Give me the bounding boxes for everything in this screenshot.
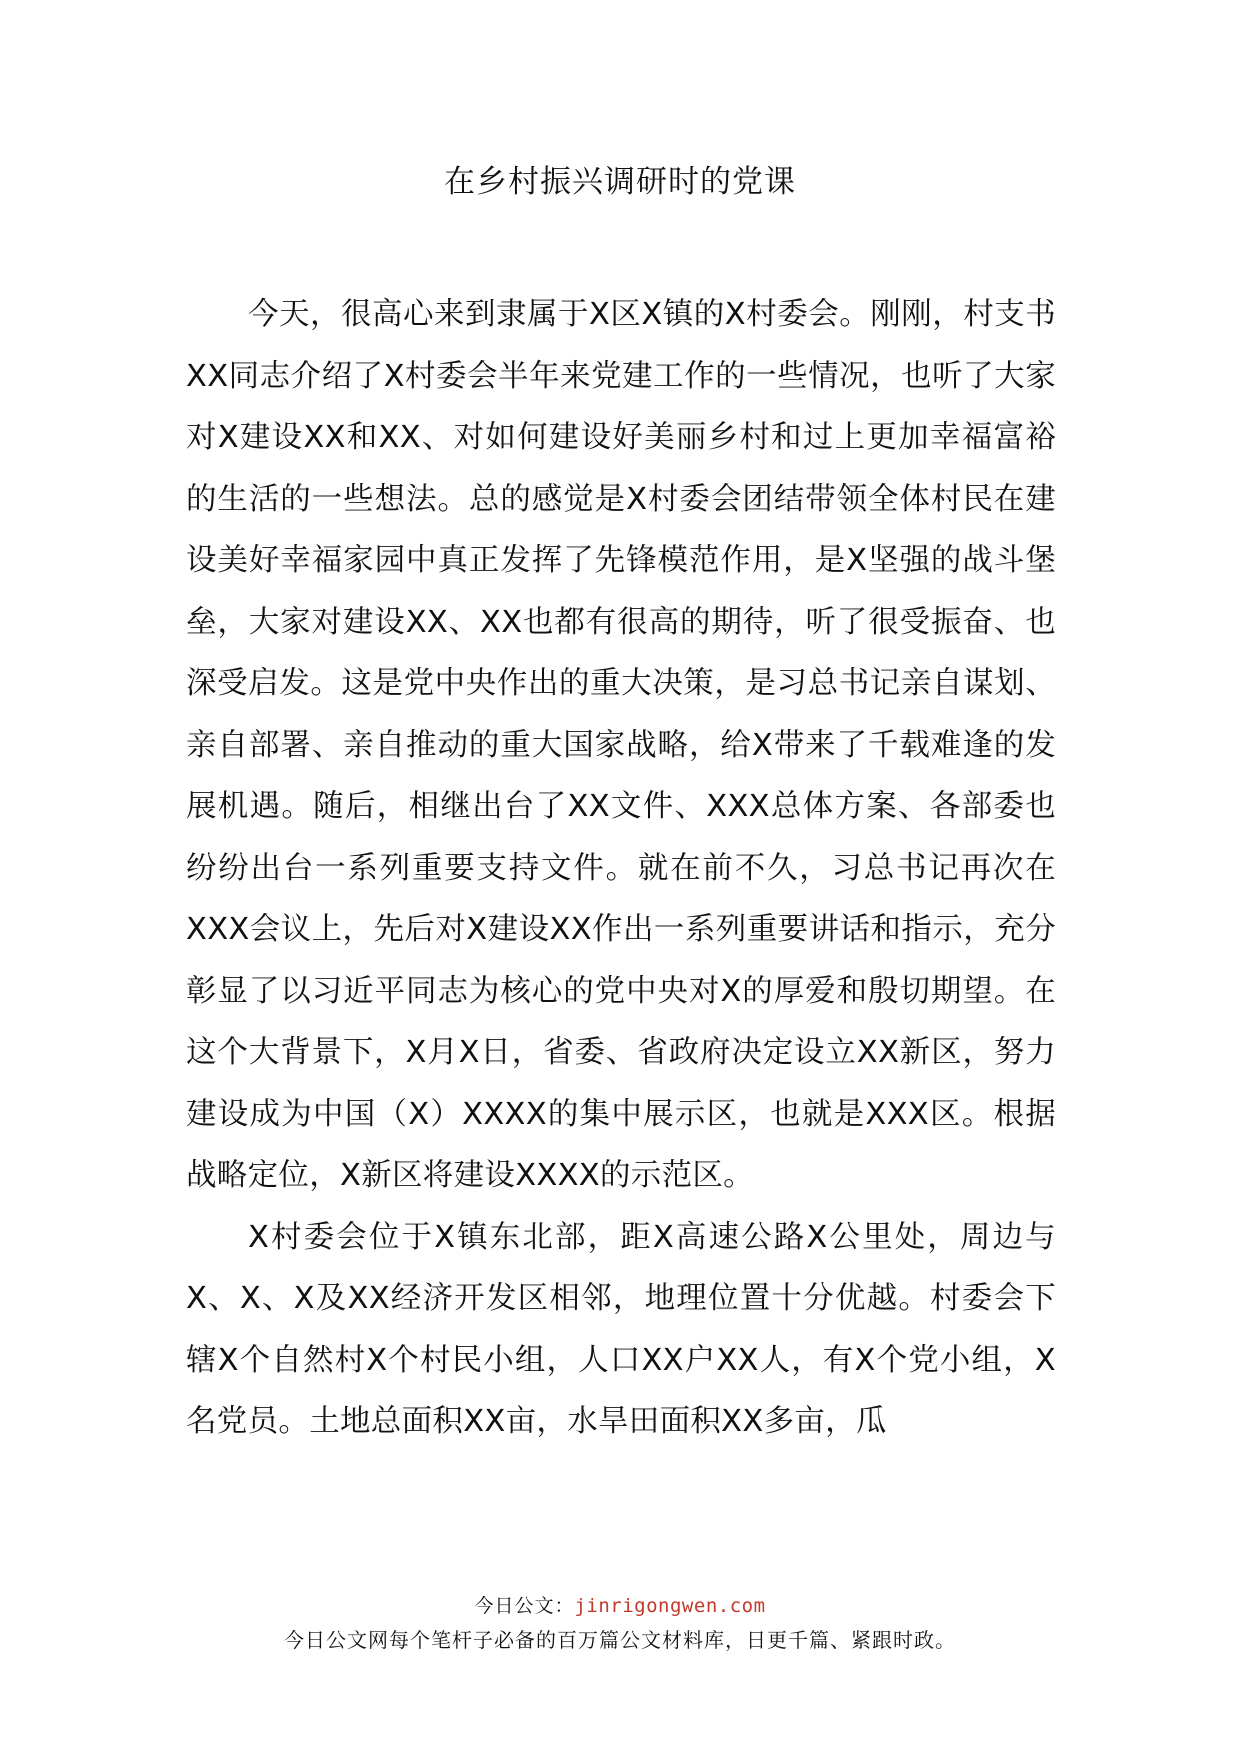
document-title: 在乡村振兴调研时的党课 bbox=[444, 164, 796, 200]
body-paragraph-1: 今天，很高心来到隶属于X区X镇的X村委会。刚刚，村支书XX同志介绍了X村委会半年来党建工作的一些情况，也听了大家对X建设XX和XX、对如何建设好美丽乡村和过上更加幸福富裕的生活的一些想法。总的感觉是X村委会团结带领全体村民在建设美好幸福家园中真正发挥了先锋模范作用，是X坚强的战斗堡垒，大家对建设XX、XX也都有很高的期待，听了很受振奋、也深受启发。这是党中央作出的重大决策，是习总书记亲自谋划、亲自部署、亲自推动的重大国家战略，给X带来了千载难逢的发展机遇。随后，相继出台了XX文件、XXX总体方案、各部委也纷纷出台一系列重要支持文件。就在前不久，习总书记再次在XXX会议上，先后对X建设XX作出一系列重要讲话和指示，充分彰显了以习近平同志为核心的党中央对X的厚爱和殷切期望。在这个大背景下，X月X日，省委、省政府决定设立XX新区，努力建设成为中国（X）XXXX的集中展示区，也就是XXX区。根据战略定位，X新区将建设XXXX的示范区。 bbox=[186, 297, 1056, 1193]
body-paragraph-2: X村委会位于X镇东北部，距X高速公路X公里处，周边与X、X、X及XX经济开发区相邻，地理位置十分优越。村委会下辖X个自然村X个村民小组，人口XX户XX人，有X个党小组，X名党员。土地总面积XX亩，水旱田面积XX多亩，瓜 bbox=[186, 1219, 1056, 1439]
footer-site-link[interactable]: jinrigongwen.com bbox=[574, 1595, 766, 1617]
document-body bbox=[186, 284, 1056, 1453]
footer-slogan: 今日公文网每个笔杆子必备的百万篇公文材料库，日更千篇、紧跟时政。 bbox=[284, 1628, 956, 1652]
footer-site-label: 今日公文： bbox=[474, 1595, 575, 1617]
footer-site-line bbox=[0, 1592, 1240, 1620]
